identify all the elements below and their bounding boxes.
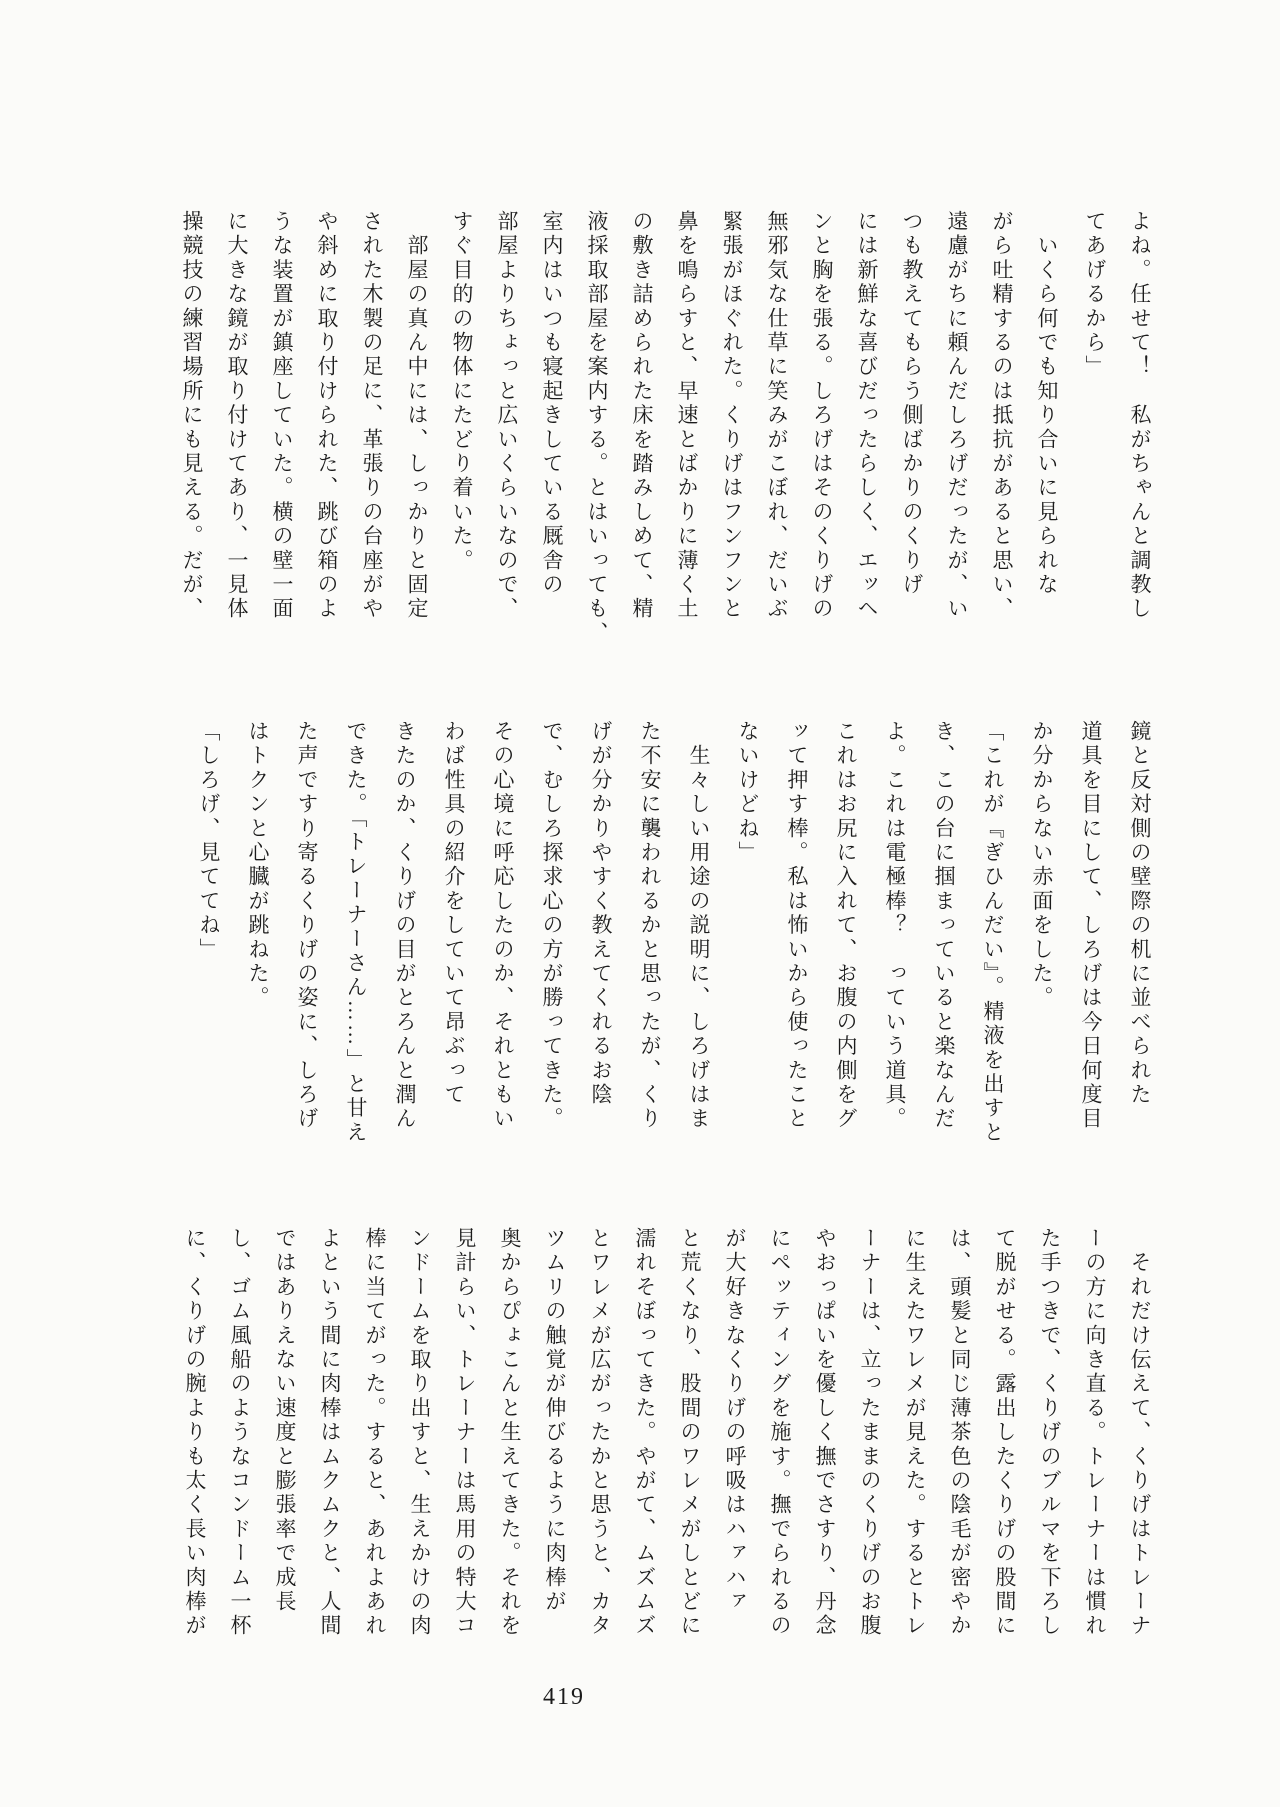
text-column: ーナーは、立ったままのくりげのお腹 [858, 1227, 882, 1639]
text-column: ッて押す棒。私は怖いから使ったこと [785, 720, 809, 1132]
text-column: 生々しい用途の説明に、しろげはま [687, 720, 711, 1132]
text-column: は、頭髪と同じ薄茶色の陰毛が密やか [948, 1227, 972, 1639]
text-column: よね。任せて！ 私がちゃんと調教し [1128, 210, 1152, 622]
text-column: た手つきで、くりげのブルマを下ろし [1038, 1227, 1062, 1639]
text-column: ンドームを取り出すと、生えかけの肉 [408, 1227, 432, 1639]
text-column: た不安に襲われるかと思ったが、くり [638, 720, 662, 1132]
text-column: ないけどね」 [736, 720, 760, 866]
text-column: これはお尻に入れて、お腹の内側をグ [834, 720, 858, 1132]
text-column: が大好きなくりげの呼吸はハァハァ [723, 1227, 747, 1615]
text-column: はトクンと心臓が跳ねた。 [246, 720, 270, 1011]
text-column: し、ゴム風船のようなコンドーム一杯 [228, 1227, 252, 1639]
text-column: ではありえない速度と膨張率で成長 [273, 1227, 297, 1615]
text-column: で、むしろ探求心の方が勝ってきた。 [540, 720, 564, 1132]
text-column: き、この台に掴まっていると楽なんだ [932, 720, 956, 1132]
text-column: よという間に肉棒はムクムクと、人間 [318, 1227, 342, 1639]
text-column: にペッティングを施す。撫でられるの [768, 1227, 792, 1639]
page-number: 419 [543, 1684, 585, 1710]
text-column: に生えたワレメが見えた。するとトレ [903, 1227, 927, 1639]
text-column: て脱がせる。露出したくりげの股間に [993, 1227, 1017, 1639]
text-column: その心境に呼応したのか、それともい [491, 720, 515, 1132]
text-column: に大きな鏡が取り付けてあり、一見体 [225, 210, 249, 622]
text-column: ーの方に向き直る。トレーナーは慣れ [1083, 1227, 1107, 1639]
text-column: ンと胸を張る。しろげはそのくりげの [810, 210, 834, 622]
text-column: 無邪気な仕草に笑みがこぼれ、だいぶ [765, 210, 789, 622]
text-column: 緊張がほぐれた。くりげはフンフンと [720, 210, 744, 622]
text-column: とワレメが広がったかと思うと、カタ [588, 1227, 612, 1639]
text-column: うな装置が鎮座していた。横の壁一面 [270, 210, 294, 622]
text-column: 部屋よりちょっと広いくらいなので、 [495, 210, 519, 622]
text-column: 遠慮がちに頼んだしろげだったが、い [945, 210, 969, 622]
text-column: 部屋の真ん中には、しっかりと固定 [405, 210, 429, 622]
text-column: やおっぱいを優しく撫でさすり、丹念 [813, 1227, 837, 1639]
text-column: か分からない赤面をした。 [1030, 720, 1054, 1011]
text-column: すぐ目的の物体にたどり着いた。 [450, 210, 474, 573]
text-column: つも教えてもらう側ばかりのくりげ [900, 210, 924, 598]
text-column: できた。「トレーナーさん……」と甘え [344, 720, 368, 1146]
text-column: 奥からぴょこんと生えてきた。それを [498, 1227, 522, 1639]
text-column: 鏡と反対側の壁際の机に並べられた [1128, 720, 1152, 1108]
text-column: の敷き詰められた床を踏みしめて、精 [630, 210, 654, 622]
text-column: てあげるから」 [1083, 210, 1107, 380]
text-column: げが分かりやすく教えてくれるお陰 [589, 720, 613, 1108]
text-column: 濡れそぼってきた。やがて、ムズムズ [633, 1227, 657, 1639]
text-column: 液採取部屋を案内する。とはいっても、 [585, 210, 609, 646]
text-band-middle [170, 720, 1150, 1158]
text-column: 鼻を鳴らすと、早速とばかりに薄く土 [675, 210, 699, 622]
text-column: には新鮮な喜びだったらしく、エッヘ [855, 210, 879, 622]
text-column: 道具を目にして、しろげは今日何度目 [1079, 720, 1103, 1132]
text-column: 操競技の練習場所にも見える。だが、 [180, 210, 204, 622]
text-column: に、くりげの腕よりも太く長い肉棒が [183, 1227, 207, 1639]
text-column: や斜めに取り付けられた、跳び箱のよ [315, 210, 339, 622]
text-column: 「しろげ、見ててね」 [197, 720, 221, 962]
text-column: それだけ伝えて、くりげはトレーナ [1128, 1227, 1152, 1639]
text-column: 棒に当てがった。すると、あれよあれ [363, 1227, 387, 1639]
text-column: た声ですり寄るくりげの姿に、しろげ [295, 720, 319, 1132]
text-column: ツムリの触覚が伸びるように肉棒が [543, 1227, 567, 1615]
text-column: 室内はいつも寝起きしている厩舎の [540, 210, 564, 598]
text-column: がら吐精するのは抵抗があると思い、 [990, 210, 1014, 622]
text-band-bottom [160, 1227, 1150, 1665]
text-column: 見計らい、トレーナーは馬用の特大コ [453, 1227, 477, 1639]
text-column: と荒くなり、股間のワレメがしとどに [678, 1227, 702, 1639]
text-column: きたのか、くりげの目がとろんと潤ん [393, 720, 417, 1132]
text-column: された木製の足に、革張りの台座がや [360, 210, 384, 622]
text-column: よ。これは電極棒？ っていう道具。 [883, 720, 907, 1132]
text-column: いくら何でも知り合いに見られな [1035, 210, 1059, 598]
text-band-top [157, 210, 1150, 648]
text-column: 「これが『ぎひんだい』。精液を出すと [981, 720, 1005, 1146]
text-column: わば性具の紹介をしていて昂ぶって [442, 720, 466, 1108]
